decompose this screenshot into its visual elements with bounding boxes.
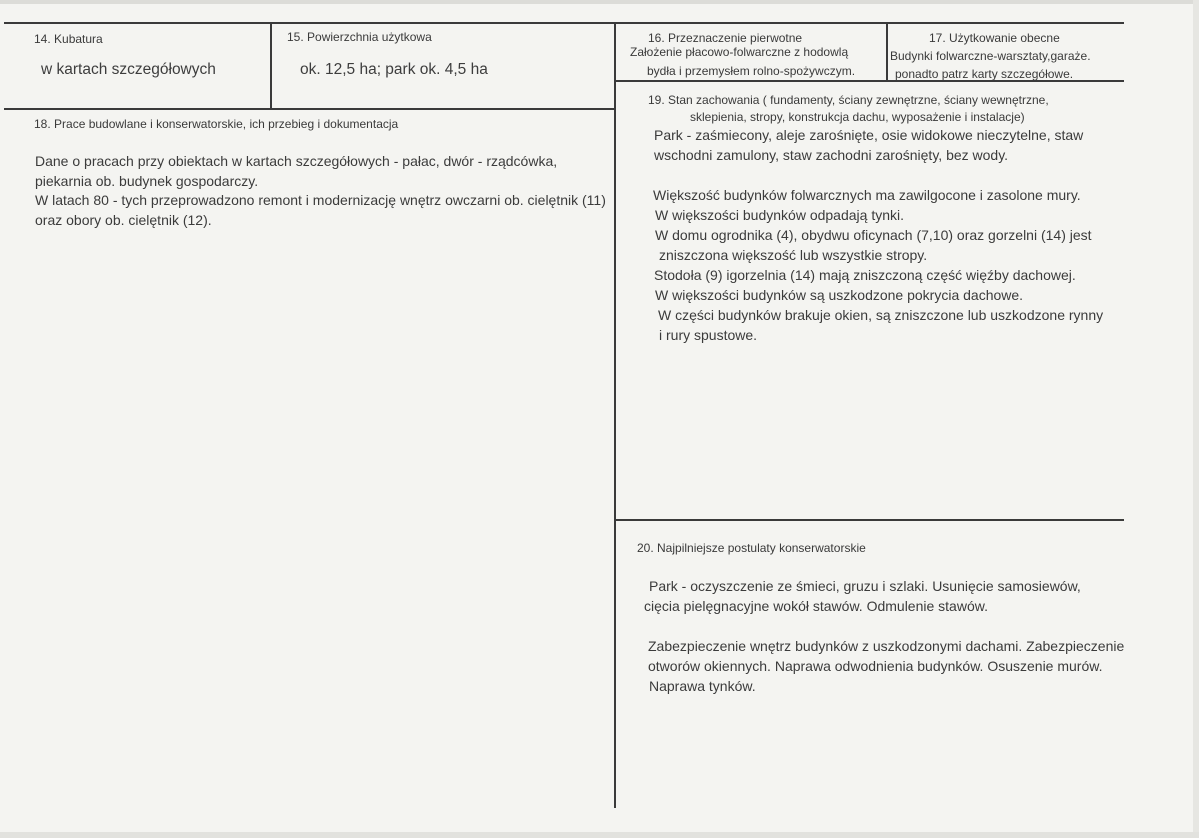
field-18-line-4: oraz obory ob. cielętnik (12). <box>35 212 212 228</box>
field-19-building-line-1: Większość budynków folwarcznych ma zawilgocone i zasolone mury. <box>653 187 1081 203</box>
field-19-building-line-4: zniszczona większość lub wszystkie stropy. <box>659 247 928 263</box>
top-border <box>4 22 1124 24</box>
col-divider-14-15 <box>270 22 272 110</box>
center-divider <box>614 22 616 808</box>
field-20-park-line-2: cięcia pielęgnacyjne wokół stawów. Odmulenie stawów. <box>644 598 988 614</box>
scan-edge-bottom <box>0 832 1199 838</box>
field-20-building-line-3: Naprawa tynków. <box>649 678 756 694</box>
field-20-building-line-1: Zabezpieczenie wnętrz budynków z uszkodzonymi dachami. Zabezpieczenie <box>648 638 1125 654</box>
field-19-park-line-2: wschodni zamulony, staw zachodni zarośnięty, bez wody. <box>654 147 1009 163</box>
field-18-line-2: piekarnia ob. budynek gospodarczy. <box>35 173 259 189</box>
field-19-building-line-6: W większości budynków są uszkodzone pokrycia dachowe. <box>655 287 1024 303</box>
field-14-label: 14. Kubatura <box>34 32 103 46</box>
field-20-label: 20. Najpilniejsze postulaty konserwatorskie <box>637 541 866 555</box>
field-19-building-line-5: Stodoła (9) igorzelnia (14) mają zniszczoną część więźby dachowej. <box>654 267 1076 283</box>
field-19-building-line-8: i rury spustowe. <box>659 327 758 343</box>
field-20-building-line-2: otworów okiennych. Naprawa odwodnienia budynków. Osuszenie murów. <box>648 658 1103 674</box>
paper-edge-top <box>0 0 1199 4</box>
field-15-value: ok. 12,5 ha; park ok. 4,5 ha <box>300 61 488 78</box>
field-14-value: w kartach szczegółowych <box>41 61 216 78</box>
field-19-building-line-7: W części budynków brakuje okien, są zniszczone lub uszkodzone rynny <box>658 307 1104 323</box>
field-20-park-line-1: Park - oczyszczenie ze śmieci, gruzu i szlaki. Usunięcie samosiewów, <box>649 578 1081 594</box>
field-16-label: 16. Przeznaczenie pierwotne <box>648 31 803 45</box>
field-19-building-line-3: W domu ogrodnika (4), obydwu oficynach (7,10) oraz gorzelni (14) jest <box>655 227 1092 243</box>
field-18-line-3: W latach 80 - tych przeprowadzono remont i modernizację wnętrz owczarni ob. cielętnik (11) <box>35 192 606 208</box>
col-divider-16-17 <box>886 22 888 82</box>
field-17-line-2: ponadto patrz karty szczegółowe. <box>895 67 1074 81</box>
field-15-label: 15. Powierzchnia użytkowa <box>287 30 432 44</box>
field-17-line-1: Budynki folwarczne-warsztaty,garaże. <box>890 49 1091 63</box>
field-17-label: 17. Użytkowanie obecne <box>929 31 1060 45</box>
left-row-divider <box>4 108 616 110</box>
field-19-building-line-2: W większości budynków odpadają tynki. <box>655 207 905 223</box>
field-19-park-line-1: Park - zaśmiecony, aleje zarośnięte, osie widokowe nieczytelne, staw <box>654 127 1084 143</box>
field-16-line-1: Założenie płacowo-folwarczne z hodowlą <box>630 45 849 59</box>
section-20-divider <box>614 519 1124 521</box>
field-18-label: 18. Prace budowlane i konserwatorskie, ich przebieg i dokumentacja <box>34 117 399 131</box>
scan-edge-right <box>1193 0 1199 838</box>
field-19-label-line-2: sklepienia, stropy, konstrukcja dachu, wyposażenie i instalacje) <box>690 110 1025 124</box>
field-19-label-line-1: 19. Stan zachowania ( fundamenty, ściany zewnętrzne, ściany wewnętrzne, <box>648 93 1049 107</box>
field-18-line-1: Dane o pracach przy obiektach w kartach szczegółowych - pałac, dwór - rządcówka, <box>35 153 558 169</box>
field-16-line-2: bydła i przemysłem rolno-spożywczym. <box>647 64 856 78</box>
